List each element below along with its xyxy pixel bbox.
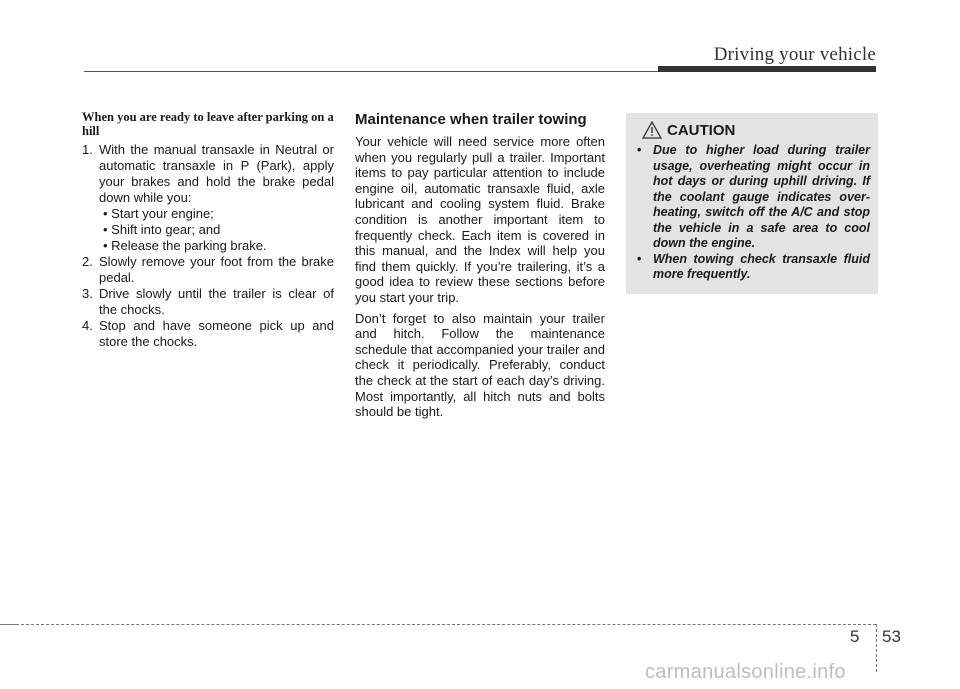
sub-bullet: • Release the parking brake. [103, 238, 334, 254]
caution-header [642, 121, 870, 139]
warning-triangle-icon [642, 121, 662, 139]
step-text: Drive slowly until the trailer is clear of the chocks. [99, 286, 334, 317]
maintenance-heading: Maintenance when trailer towing [355, 111, 587, 128]
sub-bullet-list [99, 206, 334, 254]
step-number: 2. [82, 254, 93, 269]
footer-rule [16, 624, 876, 625]
left-column [82, 110, 334, 350]
caution-item: • When towing check transaxle fluid more frequently. [634, 252, 870, 283]
section-title: Driving your vehicle [713, 44, 876, 65]
step-number: 4. [82, 318, 93, 333]
middle-column [355, 110, 605, 425]
hill-start-steps [82, 142, 334, 350]
step-number: 1. [82, 142, 93, 157]
caution-box [626, 113, 878, 294]
step-text: Slowly remove your foot from the brake pedal. [99, 254, 334, 285]
step-item [82, 254, 334, 286]
sub-bullet: • Shift into gear; and [103, 222, 334, 238]
sub-bullet: • Start your engine; [103, 206, 334, 222]
caution-title: CAUTION [667, 121, 736, 139]
step-number: 3. [82, 286, 93, 301]
watermark: carmanualsonline.info [645, 661, 846, 683]
chapter-number: 5 [850, 627, 860, 646]
step-item [82, 318, 334, 350]
step-text: With the manual transaxle in Neutral or automatic transaxle in P (Park), apply your brakes and hold the brake pedal down while you: [99, 142, 334, 205]
body-paragraph: Your vehicle will need service more often when you regularly pull a trailer. Important items to pay particular attention to include engine oil, automatic transaxle fluid, axle lubricant and cooling system fluid. Brake condition is another important item to frequently check. Each item is covered in this manual, and the Index will help you find them quickly. If you’re trailering, it’s a good idea to review these sections before you start your trip. [355, 134, 605, 305]
step-text: Stop and have someone pick up and store the chocks. [99, 318, 334, 349]
step-item [82, 142, 334, 254]
footer-rule-start [0, 624, 16, 625]
hill-start-heading: When you are ready to leave after parking on a hill [82, 110, 334, 138]
caution-list [634, 143, 870, 283]
header-rule-accent [658, 66, 876, 72]
page-number: 53 [882, 627, 901, 646]
body-paragraph: Don’t forget to also maintain your trailer and hitch. Follow the maintenance schedule that accompanied your trailer and check it periodically. Preferably, conduct the check at the start of each day’s driving. Most importantly, all hitch nuts and bolts should be tight. [355, 310, 605, 420]
caution-item: • Due to higher load during trailer usage, overheating might occur in hot days or during uphill driving. If the coolant gauge indicates over-heating, switch off the A/C and stop the vehicle in a safe area to cool down the engine. [634, 143, 870, 252]
step-item [82, 286, 334, 318]
page-number-separator [876, 624, 877, 672]
